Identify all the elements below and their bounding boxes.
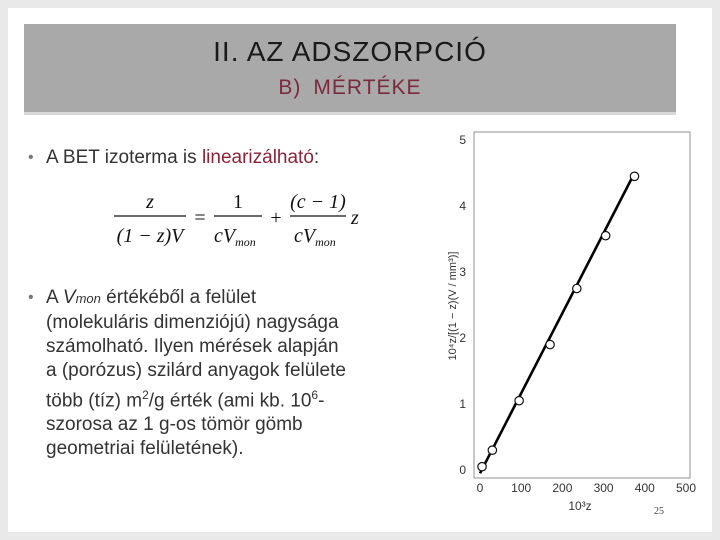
plus-sign: + [270, 207, 282, 229]
term1-den-sub: mon [235, 235, 256, 249]
y-tick-label: 4 [459, 199, 466, 213]
bet-plot [430, 126, 706, 514]
bullet2-line5 [46, 383, 346, 413]
equals-sign: = [194, 207, 206, 229]
bullet2-line5-a: több (tíz) m [46, 390, 143, 412]
lhs-denominator: (1 − z)V [116, 225, 184, 247]
y-tick-label: 3 [459, 265, 466, 279]
bullet2-text [30, 286, 346, 461]
bullet2-line3: számolható. Ilyen mérések alapján [46, 336, 339, 357]
y-tick-label: 2 [459, 331, 466, 345]
data-point [488, 446, 496, 454]
bullet-text [30, 147, 319, 168]
term2-numerator: (c − 1) [290, 191, 346, 213]
x-tick-label: 0 [476, 481, 484, 495]
bullet2-line5-sup: 2 [142, 388, 149, 402]
bullet2-v: V [62, 287, 76, 308]
data-point [601, 232, 609, 240]
term2-den-sub: mon [315, 235, 336, 249]
bullet-dot: • [28, 289, 34, 306]
page-number: 25 [654, 506, 664, 517]
x-tick-label: 100 [511, 481, 532, 495]
data-point [478, 463, 486, 471]
bullet2-line1-b: értékéből a felület [100, 287, 257, 308]
title-box [24, 24, 676, 112]
slide-subtitle [24, 76, 676, 100]
y-tick-label: 0 [459, 463, 466, 477]
term2-den-main: cV [294, 225, 316, 247]
y-axis-label: 10⁴z/[(1 − z)(V / mm³)] [447, 251, 459, 361]
x-axis-label: 10³z [568, 499, 592, 513]
y-tick-label: 5 [459, 133, 466, 147]
term1-den-main: cV [214, 225, 236, 247]
bullet2-line1 [46, 286, 346, 311]
bullet1-highlight: linearizálható [201, 147, 314, 168]
data-point [515, 397, 523, 405]
tail-variable: z [351, 207, 359, 229]
x-tick-label: 400 [634, 481, 655, 495]
data-point [546, 340, 554, 348]
term1-numerator: 1 [233, 191, 243, 213]
bullet2-line5-c: - [318, 390, 325, 412]
plot-area [474, 132, 690, 478]
bet-equation [110, 186, 370, 256]
bullet2-line4: a (porózus) szilárd anyagok felülete [46, 360, 346, 381]
bullet1-prefix: A BET izoterma is [46, 147, 202, 168]
subtitle-text: MÉRTÉKE [313, 76, 422, 99]
bullet2-line1-a: A [46, 287, 63, 308]
subtitle-letter: B) [278, 76, 302, 99]
bullet2-line5-b: /g érték (ami kb. 10 [148, 390, 312, 412]
data-point [630, 172, 638, 180]
data-point [573, 284, 581, 292]
bullet2-v-sub: mon [75, 291, 101, 306]
slide-title: II. AZ ADSZORPCIÓ [213, 36, 487, 67]
x-tick-label: 200 [552, 481, 573, 495]
term2-denominator [294, 225, 336, 249]
term1-denominator [214, 225, 256, 249]
bullet1-suffix: : [313, 147, 320, 168]
bullet2-line5-sup2: 6 [311, 388, 319, 402]
lhs-numerator: z [146, 191, 154, 213]
bullet-bet-linearizable [30, 146, 319, 170]
x-tick-label: 300 [593, 481, 614, 495]
y-tick-label: 1 [459, 397, 466, 411]
bullet2-line2: (molekuláris dimenziójú) nagysága [46, 312, 339, 333]
bullet2-line7: geometriai felületének). [46, 438, 244, 460]
bullet-surface-area [30, 286, 346, 461]
x-tick-label: 500 [675, 481, 697, 495]
bullet-dot: • [28, 149, 34, 166]
bullet2-line6: szorosa az 1 g-os tömör gömb [46, 414, 303, 436]
